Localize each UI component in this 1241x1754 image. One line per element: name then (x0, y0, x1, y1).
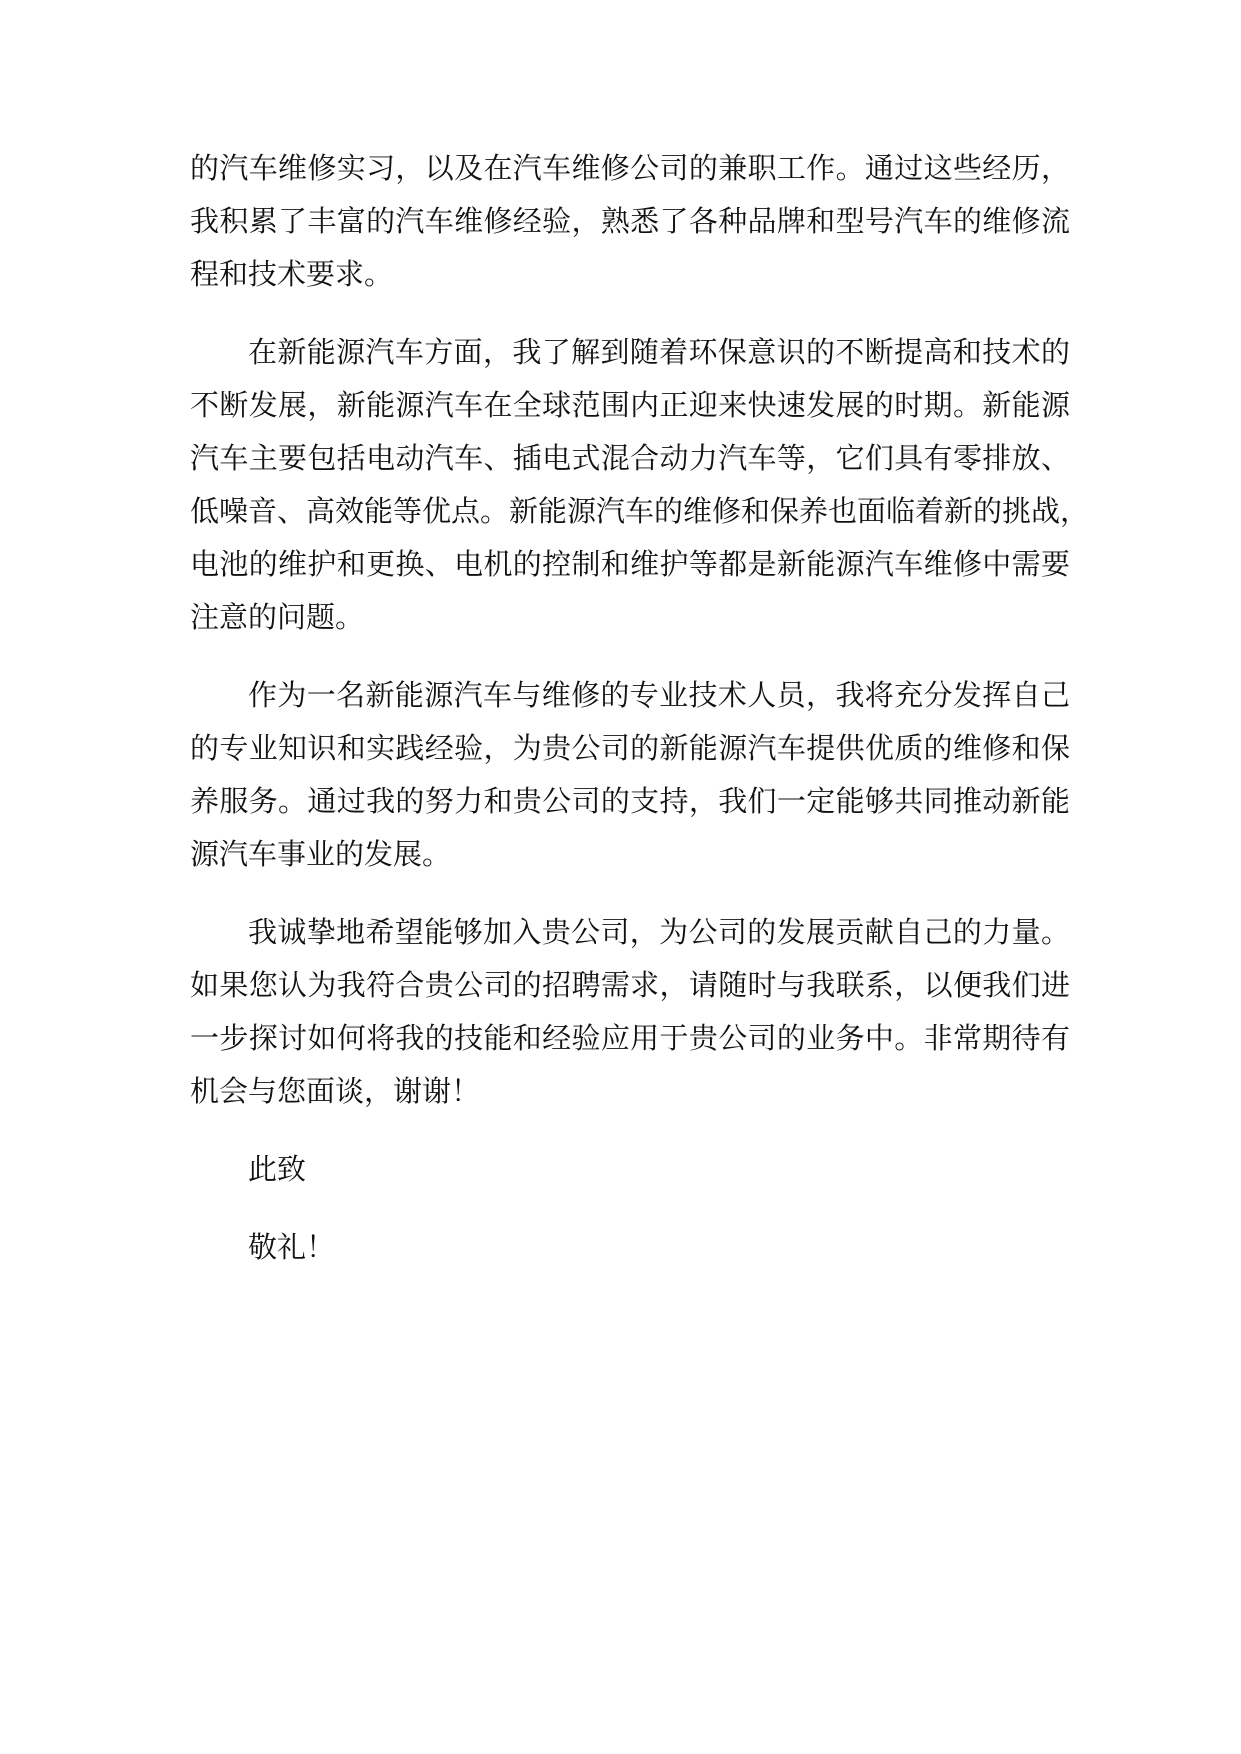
closing-regards: 敬礼！ (248, 1230, 336, 1264)
paragraph-2-line-4: 低噪音、高效能等优点。新能源汽车的维修和保养也面临着新的挑战， (190, 494, 1090, 528)
paragraph-2-line-1: 在新能源汽车方面，我了解到随着环保意识的不断提高和技术的 (248, 335, 1070, 369)
closing-salutation: 此致 (248, 1152, 307, 1186)
paragraph-2-line-5: 电池的维护和更换、电机的控制和维护等都是新能源汽车维修中需要 (190, 547, 1070, 581)
paragraph-2-line-3: 汽车主要包括电动汽车、插电式混合动力汽车等，它们具有零排放、 (190, 441, 1070, 475)
paragraph-1-line-3: 程和技术要求。 (190, 257, 394, 291)
paragraph-4-line-1: 我诚挚地希望能够加入贵公司，为公司的发展贡献自己的力量。 (248, 915, 1070, 949)
paragraph-2-line-2: 不断发展，新能源汽车在全球范围内正迎来快速发展的时期。新能源 (190, 388, 1070, 422)
paragraph-1-line-2: 我积累了丰富的汽车维修经验，熟悉了各种品牌和型号汽车的维修流 (190, 204, 1070, 238)
paragraph-3-line-2: 的专业知识和实践经验，为贵公司的新能源汽车提供优质的维修和保 (190, 731, 1070, 765)
paragraph-3-line-1: 作为一名新能源汽车与维修的专业技术人员，我将充分发挥自己 (248, 678, 1070, 712)
paragraph-3-line-3: 养服务。通过我的努力和贵公司的支持，我们一定能够共同推动新能 (190, 784, 1070, 818)
paragraph-4-line-4: 机会与您面谈，谢谢！ (190, 1074, 481, 1108)
paragraph-2-line-6: 注意的问题。 (190, 600, 365, 634)
paragraph-1-line-1: 的汽车维修实习，以及在汽车维修公司的兼职工作。通过这些经历， (190, 151, 1070, 185)
paragraph-4-line-3: 一步探讨如何将我的技能和经验应用于贵公司的业务中。非常期待有 (190, 1021, 1070, 1055)
paragraph-3-line-4: 源汽车事业的发展。 (190, 837, 452, 871)
paragraph-4-line-2: 如果您认为我符合贵公司的招聘需求，请随时与我联系，以便我们进 (190, 968, 1070, 1002)
